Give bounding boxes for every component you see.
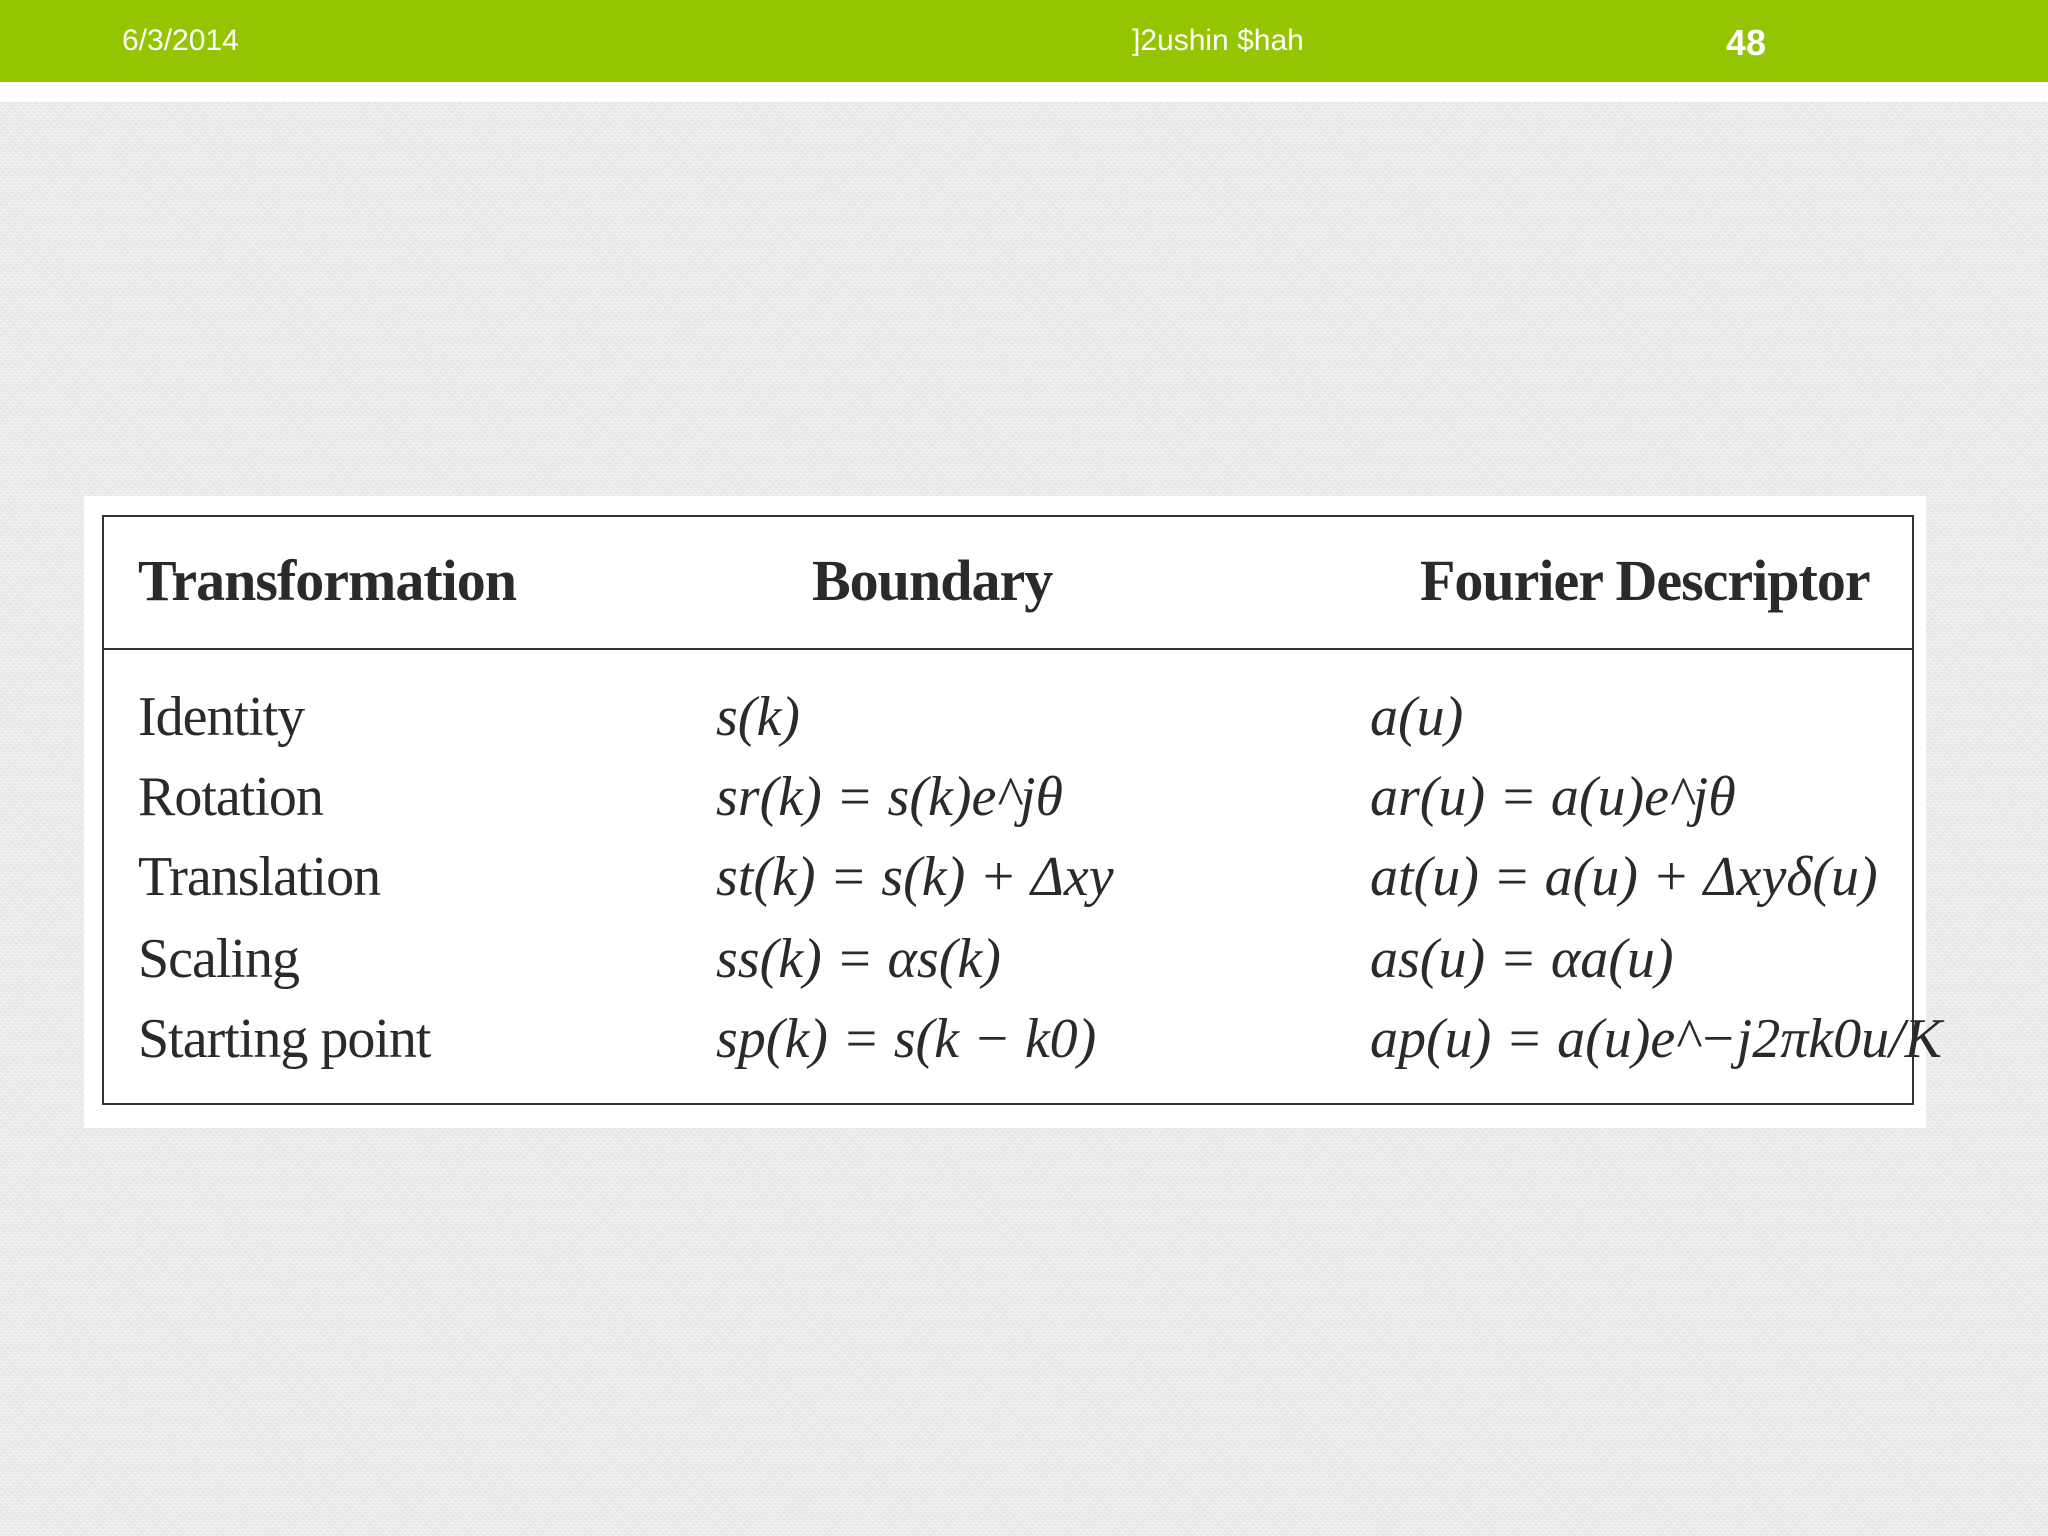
column-header-boundary: Boundary — [812, 548, 1053, 613]
table-cell-transformation: Identity — [138, 686, 305, 748]
table-cell-fourier-descriptor: at(u) = a(u) + Δxyδ(u) — [1370, 846, 1878, 908]
table-cell-boundary: st(k) = s(k) + Δxy — [716, 846, 1114, 908]
table-cell-fourier-descriptor: ap(u) = a(u)e^−j2πk0u/K — [1370, 1008, 1943, 1070]
header-divider — [0, 82, 2048, 102]
table-cell-boundary: s(k) — [716, 686, 800, 748]
header-rule — [104, 648, 1912, 650]
table-cell-transformation: Rotation — [138, 766, 323, 828]
table-cell-fourier-descriptor: a(u) — [1370, 686, 1464, 748]
table-cell-boundary: sr(k) = s(k)e^jθ — [716, 766, 1064, 828]
slide-page-number: 48 — [1726, 22, 1767, 63]
slide-author: ]2ushin $hah — [1132, 24, 1304, 57]
table-cell-boundary: ss(k) = αs(k) — [716, 928, 1001, 990]
fourier-descriptor-table — [102, 515, 1943, 1105]
column-header-transformation: Transformation — [138, 548, 517, 613]
table-cell-transformation: Translation — [138, 846, 381, 908]
table-cell-fourier-descriptor: ar(u) = a(u)e^jθ — [1370, 766, 1736, 828]
table-cell-fourier-descriptor: as(u) = αa(u) — [1370, 928, 1674, 990]
table-cell-boundary: sp(k) = s(k − k0) — [716, 1008, 1097, 1070]
table-cell-transformation: Scaling — [138, 928, 299, 990]
header-bar — [0, 0, 2048, 82]
column-header-fourier-descriptor: Fourier Descriptor — [1420, 548, 1870, 613]
slide-date: 6/3/2014 — [122, 24, 239, 57]
table-cell-transformation: Starting point — [138, 1008, 431, 1070]
